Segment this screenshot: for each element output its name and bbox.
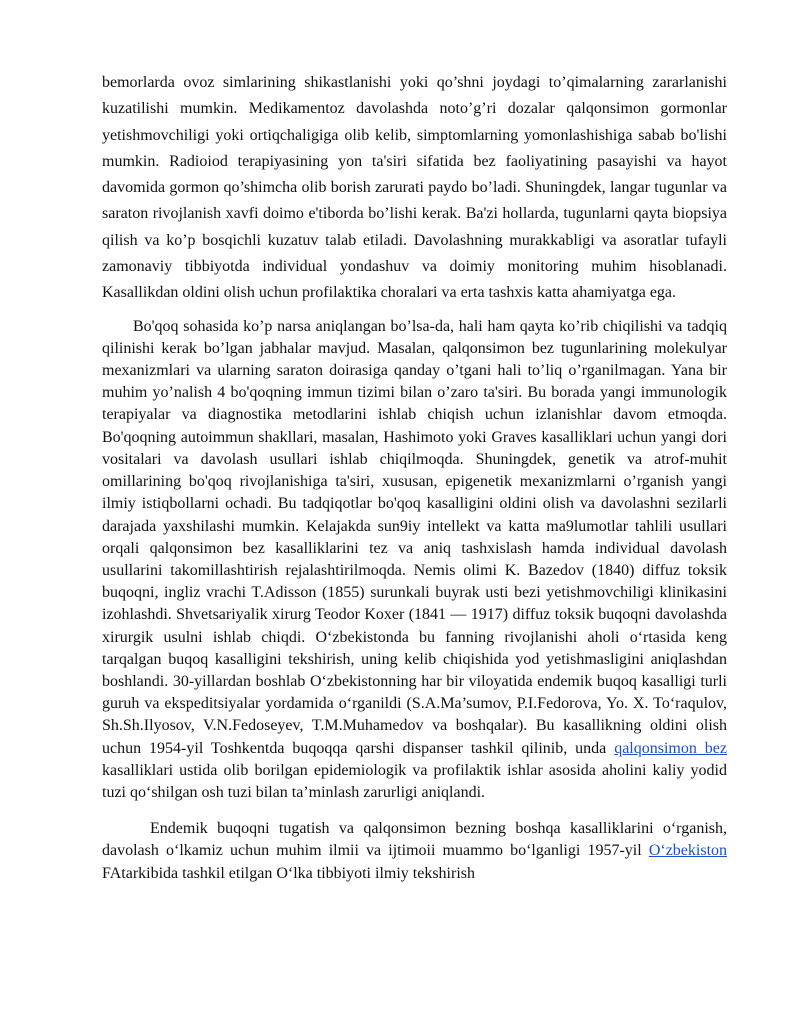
paragraph-2-text: Bo'qoq sohasida ko’p narsa aniqlangan bo’lsa-da, hali ham qayta ko’rib chiqilishi va tadqiq qilinishi kerak bo’lgan jabhalar mavjud. Masalan, qalqonsimon bez tugunlarining molekulyar mexanizmlari va ularning saraton doirasiga qanday o’tgani hali to’liq o’rganilmagan. Yana bir muhim yo’nalish 4 bo'qoqning immun tizimi bilan o’zaro ta'siri. Bu borada yangi immunologik terapiyalar va diagnostika metodlarini ishlab chiqish uchun izlanishlar davom etmoqda. Bo'qoqning autoimmun shakllari, masalan, Hashimoto yoki Graves kasalliklari uchun yangi dori vositalari va davolash usullari ishlab chiqilmoqda. Shuningdek, genetik va atrof-muhit omillarining bo'qoq rivojlanishiga ta'siri, xususan, epigenetik mexanizmlarni o’rganish yangi ilmiy istiqbollarni ochadi. Bu tadqiqotlar bo'qoq kasalligini oldini olish va davolashni sezilarli darajada yaxshilashi mumkin. Kelajakda sun9iy intellekt va katta ma9lumotlar tahlili usullari orqali qalqonsimon bez kasalliklarini tez va aniq tashxislash hamda individual davolash usullarini takomillashtirish rejalashtirilmoqda. Nemis olimi K. Bazedov (1840) diffuz toksik buqoqni, ingliz vrachi T.Adisson (1855) surunkali buyrak usti bezi yetishmovchiligi klinikasini izohlashdi. Shvetsariyalik xirurg Teodor Koxer (1841 — 1917) diffuz toksik buqoqni davolashda xirurgik usulni ishlab chiqdi. O‘zbekistonda bu fanning rivojlanishi aholi o‘rtasida keng tarqalgan buqoq kasalligini tekshirish, uning kelib chiqishida yod yetishmasligini aniqlashdan boshlandi. 30-yillardan boshlab O‘zbekistonning har bir viloyatida endemik buqoq kasalligi turli guruh va ekspeditsiyalar yordamida o‘rganildi (S.A.Ma’sumov, P.I.Fedorova, Yo. X. To‘raqulov, Sh.Sh.Ilyosov, V.N.Fedoseyev, T.M.Muhamedov va boshqalar). Bu kasallikning oldini olish uchun 1954-yil Toshkentda buqoqqa qarshi dispanser tashkil qilinib, unda [102, 317, 727, 757]
ozbekiston-link[interactable]: O‘zbekiston [648, 842, 728, 860]
paragraph-3-text: Endemik buqoqni tugatish va qalqonsimon bezning boshqa kasalliklarini o‘rganish, davolash o‘lkamiz uchun muhim ilmii va ijtimoii muammo bo‘lganligi 1957-yil [102, 820, 727, 860]
document-page [102, 70, 727, 885]
paragraph-2 [102, 316, 727, 804]
qalqonsimon-bez-link[interactable]: qalqonsimon bez [614, 739, 727, 757]
paragraph-2-text-end: kasalliklari ustida olib borilgan epidemiologik va profilaktik ishlar asosida aholini kaliy yodid tuzi qo‘shilgan osh tuzi bilan ta’minlash zarurligi aniqlandi. [102, 761, 727, 801]
paragraph-3 [102, 818, 727, 885]
paragraph-1: bemorlarda ovoz simlarining shikastlanishi yoki qo’shni joydagi to’qimalarning zararlanishi kuzatilishi mumkin. Medikamentoz davolashda noto’g’ri dozalar qalqonsimon gormonlar yetishmovchiligi yoki ortiqchaligiga olib kelib, simptomlarning yomonlashishiga sabab bo'lishi mumkin. Radioiod terapiyasining yon ta'siri sifatida bez faoliyatining pasayishi va hayot davomida gormon qo’shimcha olib borish zarurati paydo bo’ladi. Shuningdek, langar tugunlar va saraton rivojlanish xavfi doimo e'tiborda bo’lishi kerak. Ba'zi hollarda, tugunlarni qayta biopsiya qilish va ko’p bosqichli kuzatuv talab etiladi. Davolashning murakkabligi va asoratlar tufayli zamonaviy tibbiyotda individual yondashuv va doimiy monitoring muhim hisoblanadi. Kasallikdan oldini olish uchun profilaktika choralari va erta tashxis katta ahamiyatga ega. [102, 74, 727, 302]
paragraph-3-text-end: FAtarkibida tashkil etilgan O‘lka tibbiyoti ilmiy tekshirish [102, 864, 475, 882]
